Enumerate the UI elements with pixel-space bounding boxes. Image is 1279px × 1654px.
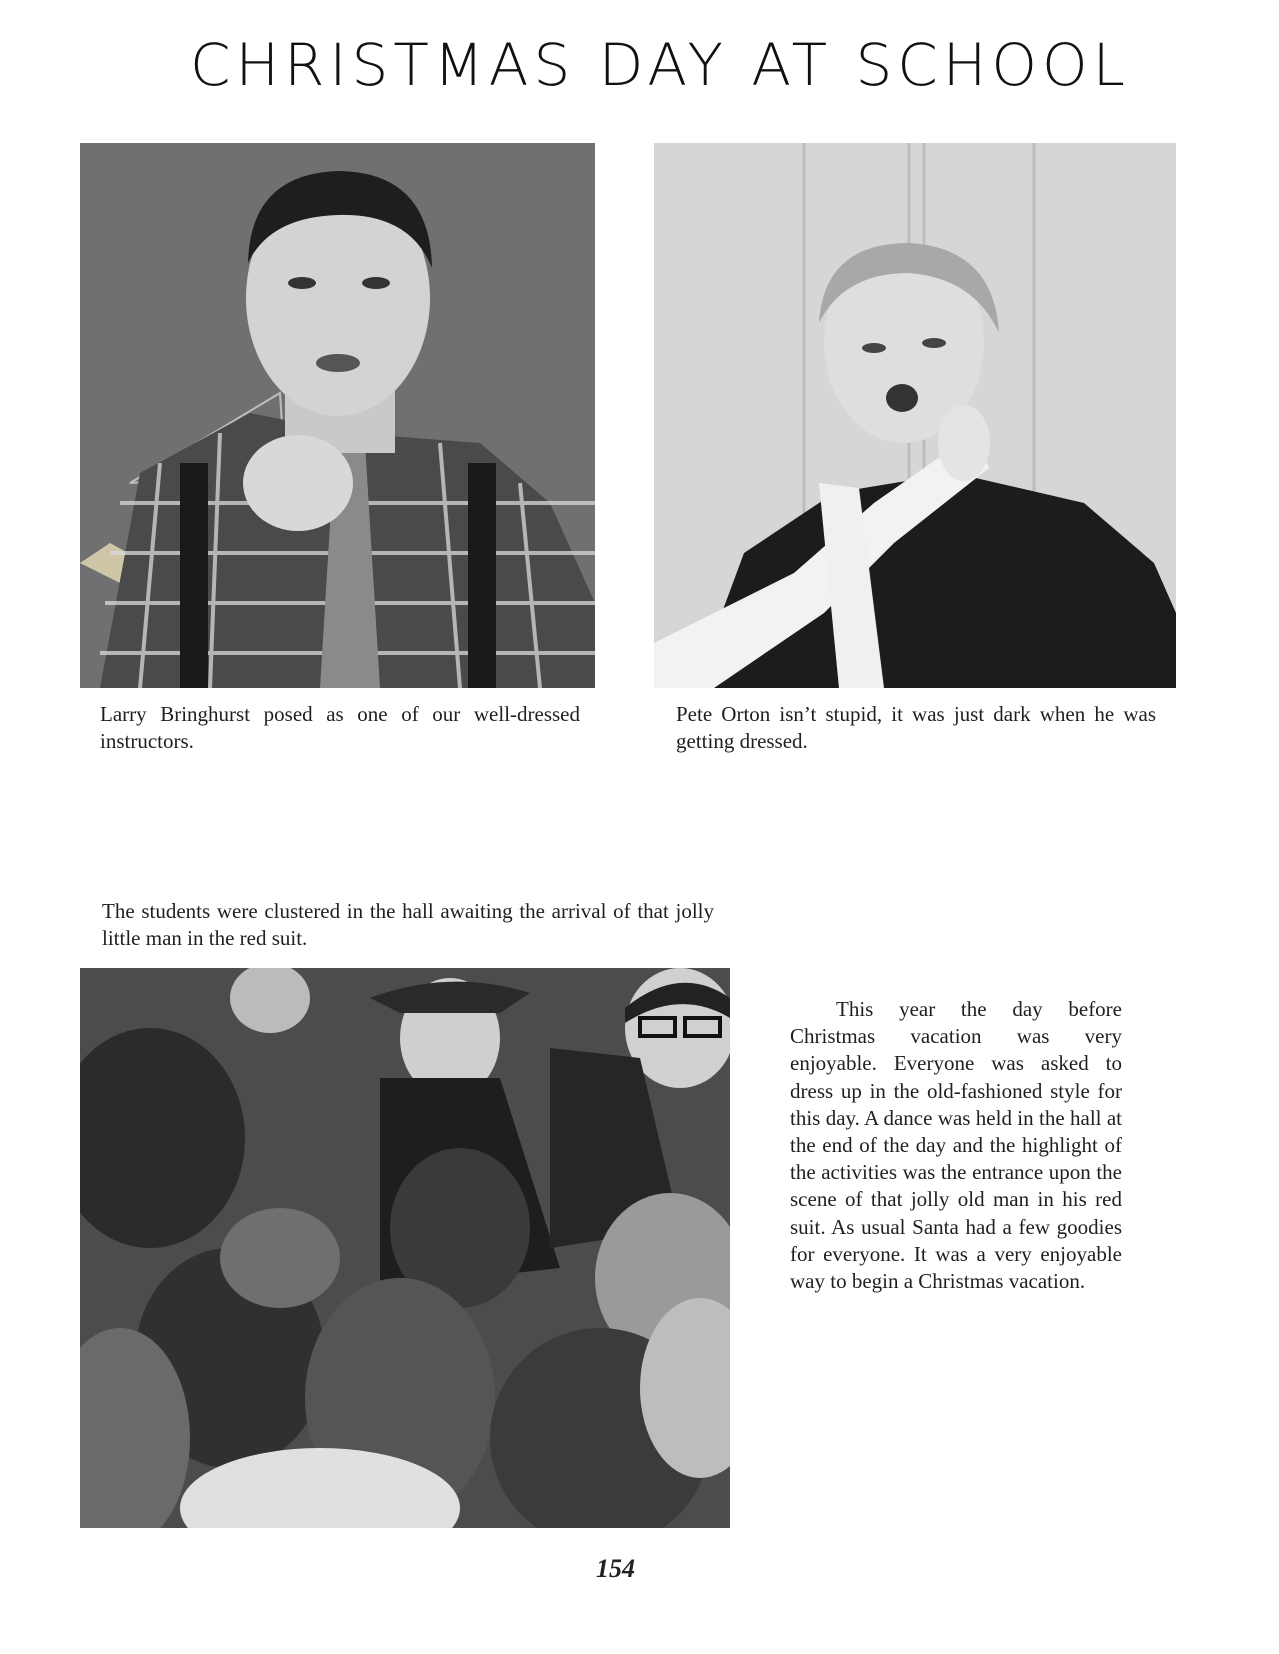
- caption-larry: Larry Bringhurst posed as one of our well-dressed instructors.: [100, 702, 580, 753]
- page-title: CHRISTMAS DAY AT SCHOOL: [190, 31, 1130, 99]
- article-text: This year the day before Christmas vacation was very enjoyable. Everyone was asked to dress up in the old-fashioned style for this day. A dance was held in the hall at the end of the day and the highlight of the activities was the entrance upon the scene of that jolly old man in his red suit. As usual Santa had a few goodies for everyone. It was a very enjoyable way to begin a Christmas vacation.: [790, 997, 1122, 1294]
- photo-larry-bringhurst: [80, 143, 595, 688]
- caption-pete: Pete Orton isn’t stupid, it was just dark when he was getting dressed.: [676, 702, 1156, 753]
- photo-pete-orton: [654, 143, 1176, 688]
- page-number: 154: [596, 1554, 635, 1583]
- caption-crowd: The students were clustered in the hall awaiting the arrival of that jolly little man in the red suit.: [102, 899, 714, 950]
- photo-students-in-hall: [80, 968, 730, 1528]
